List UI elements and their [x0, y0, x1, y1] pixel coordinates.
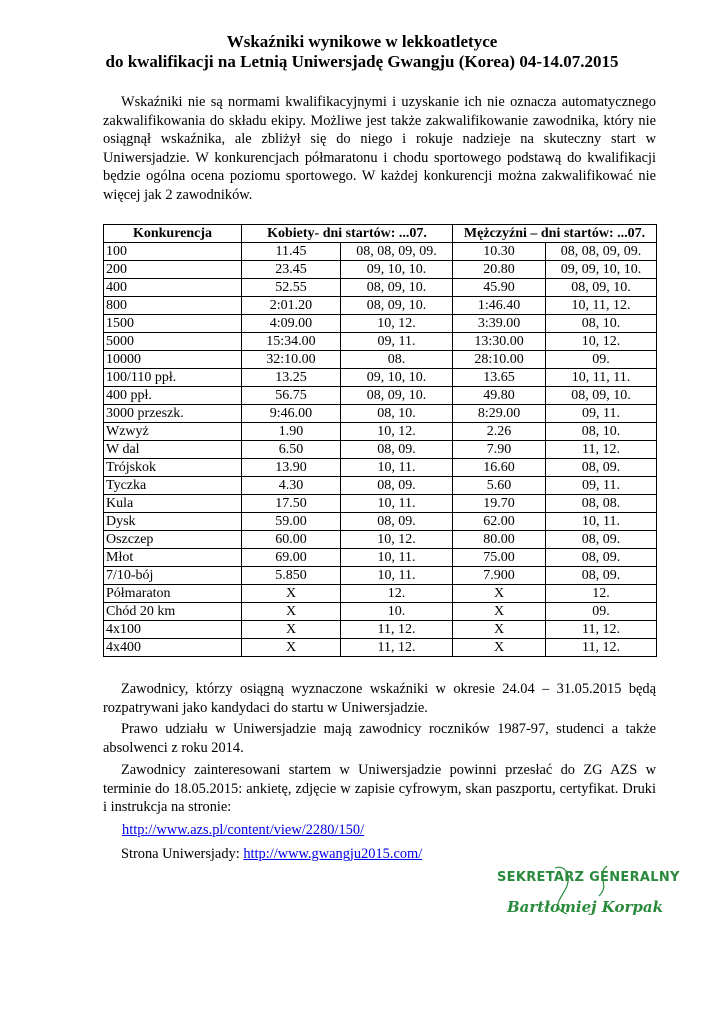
- cell-women-days: 09, 10, 10.: [341, 369, 453, 387]
- cell-men-result: X: [453, 639, 546, 657]
- cell-women-result: 6.50: [242, 441, 341, 459]
- table-header-row: [104, 225, 657, 243]
- cell-men-result: 10.30: [453, 243, 546, 261]
- table-row: [104, 639, 657, 657]
- table-row: [104, 261, 657, 279]
- cell-women-result: 60.00: [242, 531, 341, 549]
- cell-men-days: 08, 08, 09, 09.: [546, 243, 657, 261]
- cell-women-days: 11, 12.: [341, 639, 453, 657]
- cell-event: 3000 przeszk.: [104, 405, 242, 423]
- cell-event: 100: [104, 243, 242, 261]
- table-row: [104, 621, 657, 639]
- cell-women-result: 13.90: [242, 459, 341, 477]
- table-row: [104, 567, 657, 585]
- cell-women-result: 2:01.20: [242, 297, 341, 315]
- table-row: [104, 387, 657, 405]
- table-row: [104, 333, 657, 351]
- cell-men-days: 09.: [546, 351, 657, 369]
- table-row: [104, 279, 657, 297]
- table-body: [104, 243, 657, 657]
- cell-men-result: 13.65: [453, 369, 546, 387]
- cell-women-days: 08, 10.: [341, 405, 453, 423]
- document-title: [0, 32, 724, 72]
- cell-men-result: 80.00: [453, 531, 546, 549]
- cell-men-result: 7.900: [453, 567, 546, 585]
- cell-men-days: 11, 12.: [546, 639, 657, 657]
- universiade-site-label: Strona Uniwersjady:: [121, 846, 244, 862]
- cell-women-result: X: [242, 639, 341, 657]
- cell-men-result: 7.90: [453, 441, 546, 459]
- cell-men-result: X: [453, 585, 546, 603]
- cell-men-result: 20.80: [453, 261, 546, 279]
- cell-men-days: 09, 09, 10, 10.: [546, 261, 657, 279]
- cell-women-days: 11, 12.: [341, 621, 453, 639]
- cell-women-days: 10, 11.: [341, 549, 453, 567]
- table-row: [104, 315, 657, 333]
- azs-link-line: [122, 822, 364, 839]
- cell-event: 1500: [104, 315, 242, 333]
- cell-men-result: 75.00: [453, 549, 546, 567]
- cell-women-result: 69.00: [242, 549, 341, 567]
- cell-women-days: 10, 11.: [341, 567, 453, 585]
- table-row: [104, 423, 657, 441]
- cell-women-result: X: [242, 621, 341, 639]
- cell-men-days: 09.: [546, 603, 657, 621]
- table-row: [104, 495, 657, 513]
- cell-event: 4x100: [104, 621, 242, 639]
- gwangju-link[interactable]: http://www.gwangju2015.com/: [243, 846, 423, 862]
- cell-event: 200: [104, 261, 242, 279]
- cell-women-days: 10, 11.: [341, 459, 453, 477]
- cell-women-days: 08, 08, 09, 09.: [341, 243, 453, 261]
- table-row: [104, 585, 657, 603]
- cell-men-result: 1:46.40: [453, 297, 546, 315]
- cell-event: 4x400: [104, 639, 242, 657]
- cell-men-result: 19.70: [453, 495, 546, 513]
- cell-women-result: 15:34.00: [242, 333, 341, 351]
- cell-men-days: 10, 12.: [546, 333, 657, 351]
- cell-men-result: 5.60: [453, 477, 546, 495]
- table-row: [104, 405, 657, 423]
- cell-men-days: 10, 11, 12.: [546, 297, 657, 315]
- header-event: Konkurencja: [104, 225, 242, 243]
- cell-women-days: 08, 09, 10.: [341, 297, 453, 315]
- azs-link[interactable]: http://www.azs.pl/content/view/2280/150/: [122, 822, 365, 838]
- cell-event: 10000: [104, 351, 242, 369]
- cell-event: 400: [104, 279, 242, 297]
- cell-men-days: 10, 11.: [546, 513, 657, 531]
- cell-women-result: 4:09.00: [242, 315, 341, 333]
- cell-men-days: 08, 09.: [546, 549, 657, 567]
- cell-women-days: 10.: [341, 603, 453, 621]
- cell-event: Dysk: [104, 513, 242, 531]
- cell-women-result: 5.850: [242, 567, 341, 585]
- cell-men-days: 08, 10.: [546, 423, 657, 441]
- cell-men-result: 2.26: [453, 423, 546, 441]
- cell-men-days: 09, 11.: [546, 405, 657, 423]
- cell-women-days: 12.: [341, 585, 453, 603]
- cell-men-days: 08, 08.: [546, 495, 657, 513]
- table-row: [104, 441, 657, 459]
- cell-event: Chód 20 km: [104, 603, 242, 621]
- cell-men-days: 08, 09.: [546, 459, 657, 477]
- stamp-signature: Bartłomiej Korpak: [507, 898, 663, 916]
- table-row: [104, 531, 657, 549]
- cell-men-days: 08, 09, 10.: [546, 387, 657, 405]
- table-row: [104, 369, 657, 387]
- title-line-2: do kwalifikacji na Letnią Uniwersjadę Gwangju (Korea) 04-14.07.2015: [105, 52, 619, 71]
- cell-women-days: 08, 09.: [341, 513, 453, 531]
- cell-women-days: 10, 12.: [341, 531, 453, 549]
- intro-paragraph: Wskaźniki nie są normami kwalifikacyjnymi i uzyskanie ich nie oznacza automatycznego zakwalifikowania do składu ekipy. Możliwe jest także zakwalifikowanie zawodnika, który nie osiągnął wskaźnika, ale zbliżył się do niego i rokuje nadzieje na skuteczny start w Uniwersjadzie. W konkurencjach półmaratonu i chodu sportowego podstawą do kwalifikacji będzie ogólna ocena poziomu sportowego. W każdej konkurencji można zakwalifikować nie więcej jak 2 zawodników.: [103, 94, 656, 203]
- cell-event: Oszczep: [104, 531, 242, 549]
- cell-women-days: 08.: [341, 351, 453, 369]
- cell-men-result: 28:10.00: [453, 351, 546, 369]
- universiade-site-line: [121, 846, 422, 863]
- cell-event: 5000: [104, 333, 242, 351]
- cell-women-result: X: [242, 585, 341, 603]
- cell-women-result: 52.55: [242, 279, 341, 297]
- cell-men-days: 08, 09.: [546, 567, 657, 585]
- table-row: [104, 297, 657, 315]
- table-row: [104, 459, 657, 477]
- cell-men-result: 49.80: [453, 387, 546, 405]
- cell-event: 800: [104, 297, 242, 315]
- cell-women-result: 4.30: [242, 477, 341, 495]
- cell-men-result: 3:39.00: [453, 315, 546, 333]
- cell-women-days: 09, 11.: [341, 333, 453, 351]
- cell-women-days: 10, 12.: [341, 423, 453, 441]
- header-men: Mężczyźni – dni startów: ...07.: [453, 225, 657, 243]
- cell-men-days: 11, 12.: [546, 441, 657, 459]
- cell-event: W dal: [104, 441, 242, 459]
- cell-event: Półmaraton: [104, 585, 242, 603]
- cell-women-result: 11.45: [242, 243, 341, 261]
- cell-men-days: 10, 11, 11.: [546, 369, 657, 387]
- cell-women-days: 08, 09, 10.: [341, 387, 453, 405]
- cell-women-days: 08, 09.: [341, 441, 453, 459]
- paragraph-period: Zawodnicy, którzy osiągną wyznaczone wskaźniki w okresie 24.04 – 31.05.2015 będą rozpatrywani jako kandydaci do startu w Uniwersjadzie.: [103, 681, 656, 716]
- cell-men-days: 08, 09, 10.: [546, 279, 657, 297]
- qualification-table: [103, 224, 657, 657]
- cell-women-result: 9:46.00: [242, 405, 341, 423]
- cell-men-result: 45.90: [453, 279, 546, 297]
- cell-event: 7/10-bój: [104, 567, 242, 585]
- cell-men-result: 13:30.00: [453, 333, 546, 351]
- cell-men-result: 8:29.00: [453, 405, 546, 423]
- cell-women-result: 17.50: [242, 495, 341, 513]
- table-row: [104, 603, 657, 621]
- title-line-1: Wskaźniki wynikowe w lekkoatletyce: [226, 32, 498, 51]
- cell-event: Młot: [104, 549, 242, 567]
- cell-men-days: 08, 09.: [546, 531, 657, 549]
- cell-event: 400 ppł.: [104, 387, 242, 405]
- cell-event: Wzwyż: [104, 423, 242, 441]
- cell-men-days: 09, 11.: [546, 477, 657, 495]
- table-row: [104, 243, 657, 261]
- paragraph-eligibility: Prawo udziału w Uniwersjadzie mają zawodnicy roczników 1987-97, studenci a także absolwenci z roku 2014.: [103, 721, 656, 756]
- cell-men-result: X: [453, 621, 546, 639]
- cell-women-days: 10, 12.: [341, 315, 453, 333]
- table-row: [104, 477, 657, 495]
- cell-women-result: 32:10.00: [242, 351, 341, 369]
- table-row: [104, 351, 657, 369]
- table-row: [104, 549, 657, 567]
- cell-women-result: 13.25: [242, 369, 341, 387]
- cell-women-days: 09, 10, 10.: [341, 261, 453, 279]
- cell-event: Trójskok: [104, 459, 242, 477]
- cell-men-result: X: [453, 603, 546, 621]
- cell-event: Kula: [104, 495, 242, 513]
- cell-women-days: 08, 09, 10.: [341, 279, 453, 297]
- cell-men-days: 12.: [546, 585, 657, 603]
- cell-event: Tyczka: [104, 477, 242, 495]
- table-row: [104, 513, 657, 531]
- cell-women-result: 23.45: [242, 261, 341, 279]
- cell-women-result: 56.75: [242, 387, 341, 405]
- paragraph-application: Zawodnicy zainteresowani startem w Uniwersjadzie powinni przesłać do ZG AZS w terminie do 18.05.2015: ankietę, zdjęcie w zapisie cyfrowym, skan paszportu, certyfikat. Druki i instrukcja na stronie:: [103, 762, 656, 816]
- cell-men-result: 62.00: [453, 513, 546, 531]
- cell-men-days: 11, 12.: [546, 621, 657, 639]
- cell-women-result: X: [242, 603, 341, 621]
- cell-women-days: 08, 09.: [341, 477, 453, 495]
- cell-men-days: 08, 10.: [546, 315, 657, 333]
- cell-event: 100/110 ppł.: [104, 369, 242, 387]
- secretary-stamp: [495, 862, 680, 922]
- cell-women-days: 10, 11.: [341, 495, 453, 513]
- cell-women-result: 1.90: [242, 423, 341, 441]
- header-women: Kobiety- dni startów: ...07.: [242, 225, 453, 243]
- cell-women-result: 59.00: [242, 513, 341, 531]
- stamp-title: SEKRETARZ GENERALNY: [497, 870, 680, 885]
- cell-men-result: 16.60: [453, 459, 546, 477]
